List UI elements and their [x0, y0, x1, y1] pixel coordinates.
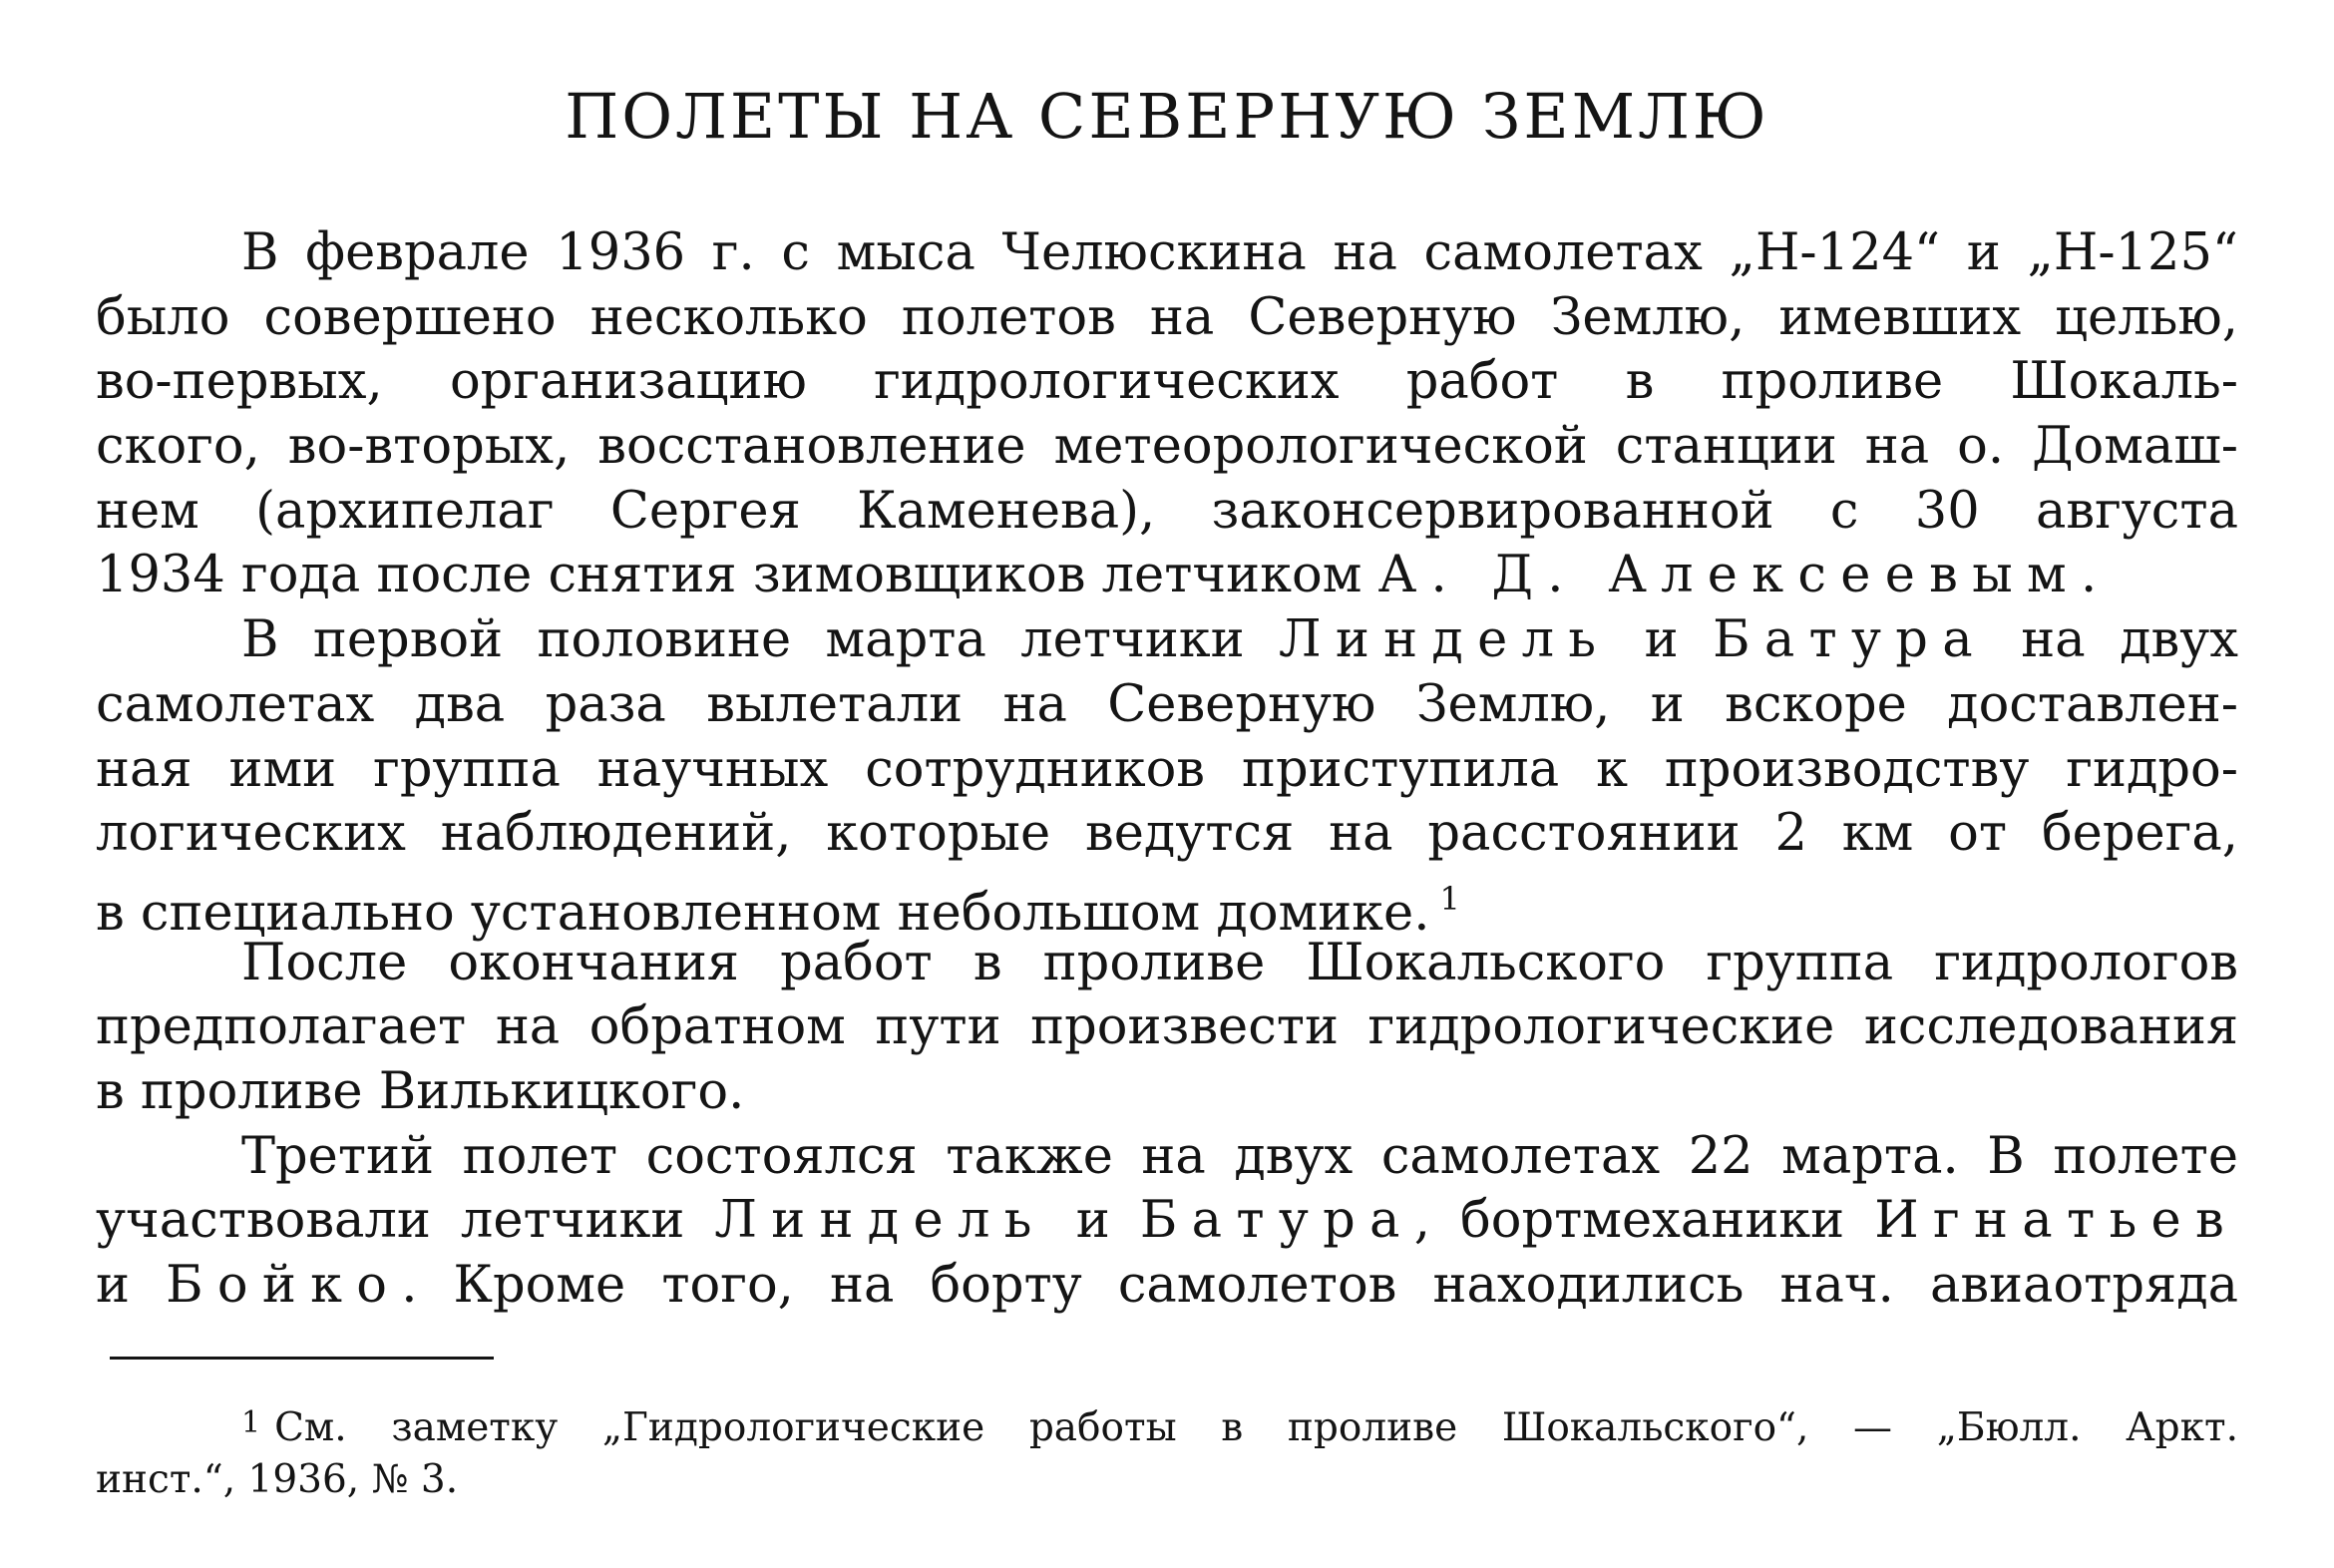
text-line [96, 544, 2238, 608]
text-line: После окончания работ в проливе Шокальского группа гидрологов [241, 933, 2238, 992]
footnote-line: инст.“, 1936, № 3. [96, 1457, 459, 1502]
text-segment: В первой половине марта летчики [241, 610, 1280, 670]
text-segment: на двух [1986, 610, 2238, 670]
footnote [96, 1394, 2238, 1508]
footnote-text: См. заметку „Гидрологические работы в проливе Шокальского“, — „Бюлл. Аркт. [274, 1405, 2238, 1450]
text-segment: . Кроме того, на борту самолетов находились нач. авиаотряда [401, 1256, 2239, 1315]
text-segment: , бортмеханики [1413, 1191, 1875, 1251]
text-segment: участвовали летчики [96, 1191, 715, 1251]
text-segment: в специально установленном небольшом домике. [96, 883, 1430, 943]
text-segment: и [1045, 1191, 1140, 1251]
spaced-name: Бойко [166, 1256, 402, 1315]
text-segment: и [96, 1256, 167, 1315]
spaced-name: Игнатьев [1874, 1191, 2238, 1251]
text-line [96, 867, 2238, 943]
text-line: в проливе Вилькицкого. [96, 1061, 745, 1121]
text-line [96, 608, 2238, 673]
text-segment: 1934 года после снятия зимовщиков летчиком [96, 546, 1378, 605]
text-line [96, 1254, 2238, 1319]
spaced-name: Батура [1139, 1191, 1414, 1251]
page-title: ПОЛЕТЫ НА СЕВЕРНУЮ ЗЕМЛЮ [565, 80, 1769, 153]
footnote-mark: 1 [241, 1405, 261, 1440]
footnote-line [96, 1394, 2238, 1451]
spaced-name: Батура [1713, 610, 1987, 670]
text-line: во-первых, организацию гидрологических работ в проливе Шокаль- [96, 352, 2238, 412]
text-line: ная ими группа научных сотрудников приступила к производству гидро- [96, 739, 2238, 799]
text-line: логических наблюдений, которые ведутся на расстоянии 2 км от берега, [96, 804, 2238, 864]
spaced-name: Линдель [1279, 610, 1611, 670]
spaced-name: Линдель [714, 1191, 1046, 1251]
text-line: предполагает на обратном пути произвести гидрологические исследования [96, 997, 2238, 1057]
text-line: Третий полет состоялся также на двух самолетах 22 марта. В полете [241, 1126, 2238, 1186]
text-line: ского, во-вторых, восстановление метеорологической станции на о. Домаш- [96, 417, 2238, 477]
text-line: было совершено несколько полетов на Северную Землю, имевших целью, [96, 287, 2238, 347]
spaced-name: А. Д. Алексеевым. [1377, 546, 2112, 605]
text-line: В феврале 1936 г. с мыса Челюскина на самолетах „Н-124“ и „Н-125“ [241, 223, 2238, 282]
text-line: нем (архипелаг Сергея Каменева), законсервированной с 30 августа [96, 481, 2238, 541]
footnote-divider [110, 1357, 494, 1360]
footnote-reference: 1 [1439, 879, 1460, 918]
main-text [96, 221, 2238, 1319]
text-segment: и [1610, 610, 1714, 670]
text-line: самолетах два раза вылетали на Северную Землю, и вскоре доставлен- [96, 674, 2238, 734]
text-line [96, 1189, 2238, 1254]
